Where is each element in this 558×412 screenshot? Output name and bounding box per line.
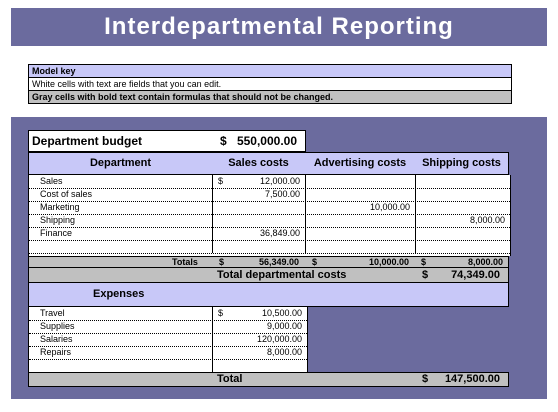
sales-cost-cell[interactable] (213, 240, 306, 253)
sales-cost-value: 36,849.00 (259, 228, 300, 238)
expense-name-cell[interactable] (29, 359, 213, 372)
shipping-cost-value: 8,000.00 (469, 215, 505, 225)
sales-cost-cell[interactable] (213, 227, 306, 240)
expense-value-cell[interactable] (213, 359, 307, 372)
department-name-cell[interactable]: Sales (29, 175, 213, 188)
page-title: Interdepartmental Reporting (104, 13, 454, 40)
advertising-cost-cell[interactable] (306, 227, 416, 240)
totals-label: Totals (172, 257, 198, 267)
sales-cost-cell[interactable] (213, 214, 306, 227)
expense-row (29, 307, 307, 321)
department-row (29, 227, 510, 241)
grand-total-row (28, 372, 509, 387)
department-name-cell[interactable]: Finance (29, 227, 213, 240)
header-advertising-costs: Advertising costs (305, 152, 416, 175)
totals-sales-value: 56,349.00 (258, 257, 299, 267)
advertising-cost-cell[interactable] (306, 240, 416, 253)
sales-cost-cell[interactable] (213, 201, 306, 214)
expense-value: 10,500.00 (261, 308, 302, 318)
expense-value: 9,000.00 (266, 321, 302, 331)
expense-value-cell[interactable] (213, 307, 307, 320)
expense-name-cell[interactable]: Repairs (29, 346, 213, 359)
shipping-cost-cell[interactable] (416, 188, 510, 201)
advertising-cost-value: 10,000.00 (369, 202, 410, 212)
advertising-cost-cell[interactable] (306, 214, 416, 227)
department-name-cell[interactable] (29, 240, 213, 253)
department-name-cell[interactable]: Shipping (29, 214, 213, 227)
shipping-cost-cell[interactable] (416, 240, 510, 253)
expense-value-cell[interactable] (213, 346, 307, 359)
expense-value: 8,000.00 (266, 347, 302, 357)
department-budget-label: Department budget (28, 130, 213, 152)
expenses-grid (28, 307, 308, 372)
grand-total-currency: $ (422, 373, 429, 385)
model-key (28, 64, 512, 104)
department-budget-cell[interactable] (212, 130, 306, 152)
department-row (29, 240, 510, 254)
expense-value: 120,000.00 (256, 334, 302, 344)
department-row (29, 214, 510, 228)
grand-total-label: Total (217, 373, 243, 385)
expense-name-cell[interactable]: Salaries (29, 333, 213, 346)
department-grid (28, 175, 511, 256)
totals-advertising-value: 10,000.00 (368, 257, 409, 267)
department-row (29, 201, 510, 215)
header-sales-costs: Sales costs (212, 152, 306, 175)
totals-row (28, 256, 509, 268)
total-departmental-costs-value: 74,349.00 (451, 269, 500, 281)
expense-name-cell[interactable]: Supplies (29, 320, 213, 333)
header-shipping-costs: Shipping costs (415, 152, 509, 175)
header-department: Department (28, 152, 213, 175)
total-departmental-costs-label: Total departmental costs (217, 269, 347, 281)
grand-total-value: 147,500.00 (444, 373, 500, 385)
expense-value-cell[interactable] (213, 320, 307, 333)
total-departmental-currency: $ (422, 269, 429, 281)
budget-value: 550,000.00 (236, 134, 297, 148)
model-key-heading: Model key (29, 65, 511, 78)
currency-symbol: $ (218, 308, 224, 318)
expense-row (29, 346, 307, 360)
department-row (29, 175, 510, 189)
expense-row (29, 333, 307, 347)
shipping-cost-cell[interactable] (416, 201, 510, 214)
expense-row (29, 320, 307, 334)
expenses-header (28, 283, 509, 307)
sales-cost-value: 12,000.00 (259, 176, 300, 186)
expense-value-cell[interactable] (213, 333, 307, 346)
totals-shipping-value: 8,000.00 (467, 257, 503, 267)
shipping-cost-cell[interactable] (416, 214, 510, 227)
department-row (29, 188, 510, 202)
department-name-cell[interactable]: Cost of sales (29, 188, 213, 201)
department-name-cell[interactable]: Marketing (29, 201, 213, 214)
advertising-cost-cell[interactable] (306, 188, 416, 201)
shipping-cost-cell[interactable] (416, 227, 510, 240)
advertising-cost-cell[interactable] (306, 201, 416, 214)
sales-cost-cell[interactable] (213, 175, 306, 188)
totals-advertising-currency: $ (312, 257, 318, 267)
totals-sales-currency: $ (219, 257, 225, 267)
expenses-heading: Expenses (93, 288, 145, 300)
model-key-editable-note: White cells with text are fields that you can edit. (29, 78, 511, 91)
sales-cost-value: 7,500.00 (264, 189, 300, 199)
budget-currency: $ (220, 134, 227, 148)
total-departmental-costs-row (28, 268, 509, 283)
title-banner (11, 8, 547, 46)
expense-name-cell[interactable]: Travel (29, 307, 213, 320)
sales-cost-cell[interactable] (213, 188, 306, 201)
shipping-cost-cell[interactable] (416, 175, 510, 188)
advertising-cost-cell[interactable] (306, 175, 416, 188)
totals-shipping-currency: $ (421, 257, 427, 267)
model-key-formula-note: Gray cells with bold text contain formulas that should not be changed. (29, 91, 511, 103)
expense-row (29, 359, 307, 373)
currency-symbol: $ (218, 176, 224, 186)
